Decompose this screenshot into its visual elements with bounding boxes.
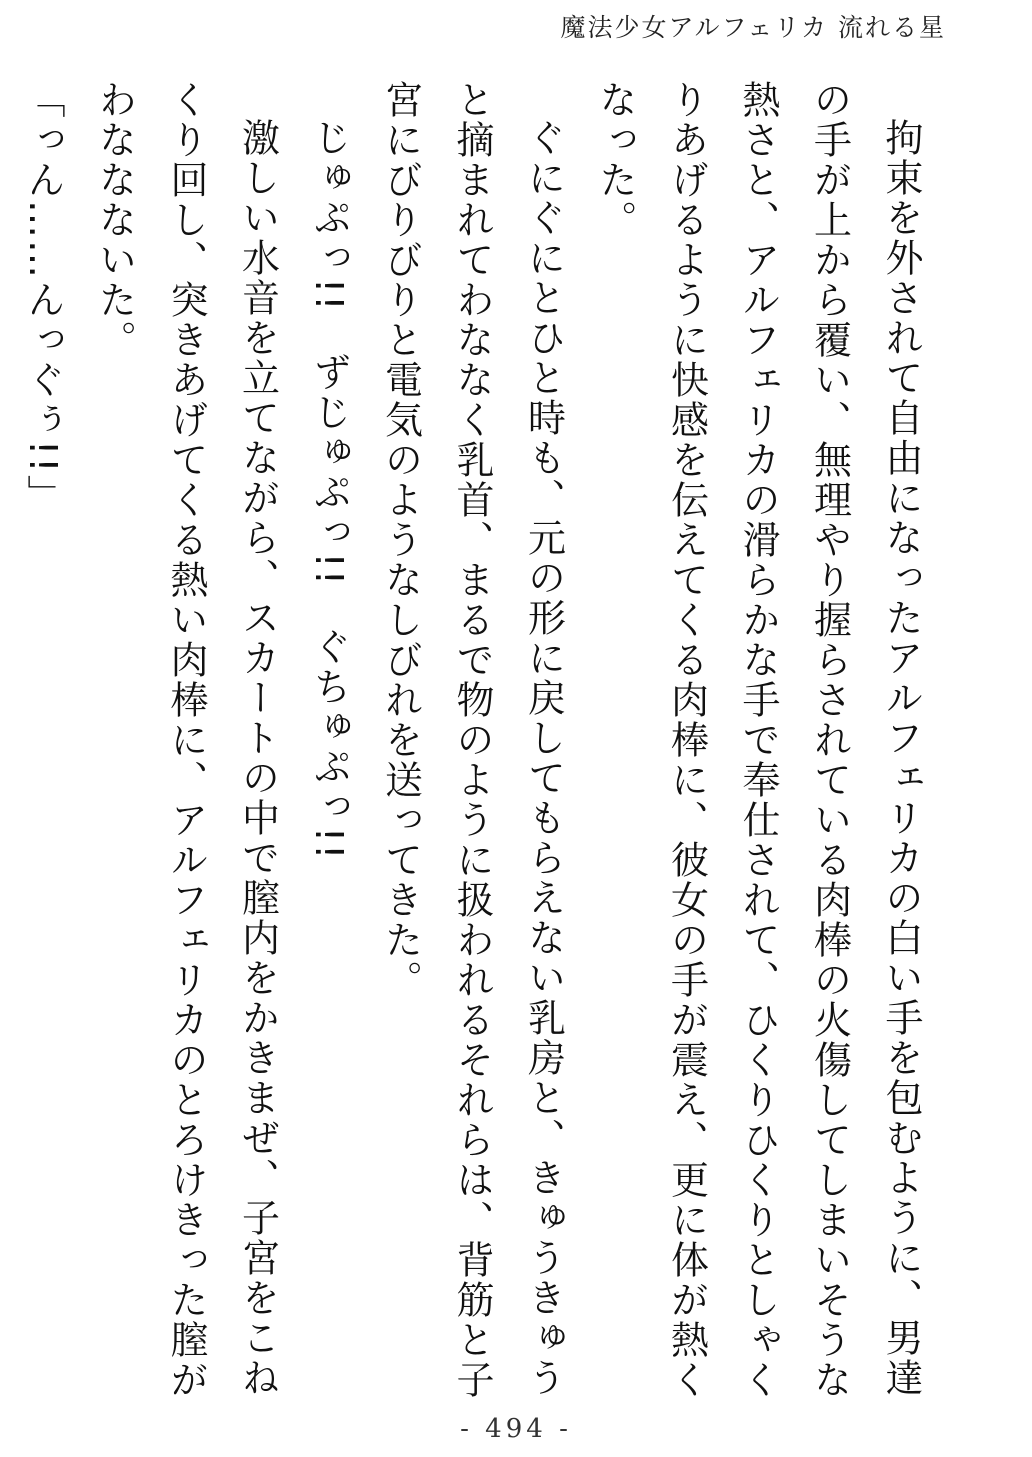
running-header: 魔法少女アルフェリカ 流れる星 — [560, 13, 946, 42]
sound-effect-line: じゅぷっ!! ずじゅぷっ!! ぐちゅぷっ!! — [307, 118, 351, 862]
paragraph-2: ぐにぐにとひと時も、元の形に戻してもらえない乳房と、きゅうきゅうと摘まれてわななく乳首、まるで物のように扱われるそれらは、背筋と子宮にびりびりと電気のようなしびれを送ってきた。 — [378, 80, 566, 1400]
paragraph-4 — [0, 80, 7, 1400]
paragraph-3: 激しい水音を立てながら、スカートの中で膣内をかきまぜ、子宮をこねくり回し、突きあげてくる熱い肉棒に、アルフェリカのとろけきった膣がわななないた。 — [92, 80, 280, 1400]
dialogue-line: 「っん……んっぐぅ!!」 — [21, 80, 65, 515]
paragraph-1: 拘束を外されて自由になったアルフェリカの白い手を包むように、男達の手が上から覆い、無理やり握らされている肉棒の火傷してしまいそうな熱さと、アルフェリカの滑らかな手で奉仕されて、ひくりひくりとしゃくりあげるように快感を伝えてくる肉棒に、彼女の手が震え、更に体が熱くなった。 — [593, 80, 923, 1400]
body-text — [0, 80, 936, 1400]
page-number: - 494 - — [460, 1414, 572, 1444]
